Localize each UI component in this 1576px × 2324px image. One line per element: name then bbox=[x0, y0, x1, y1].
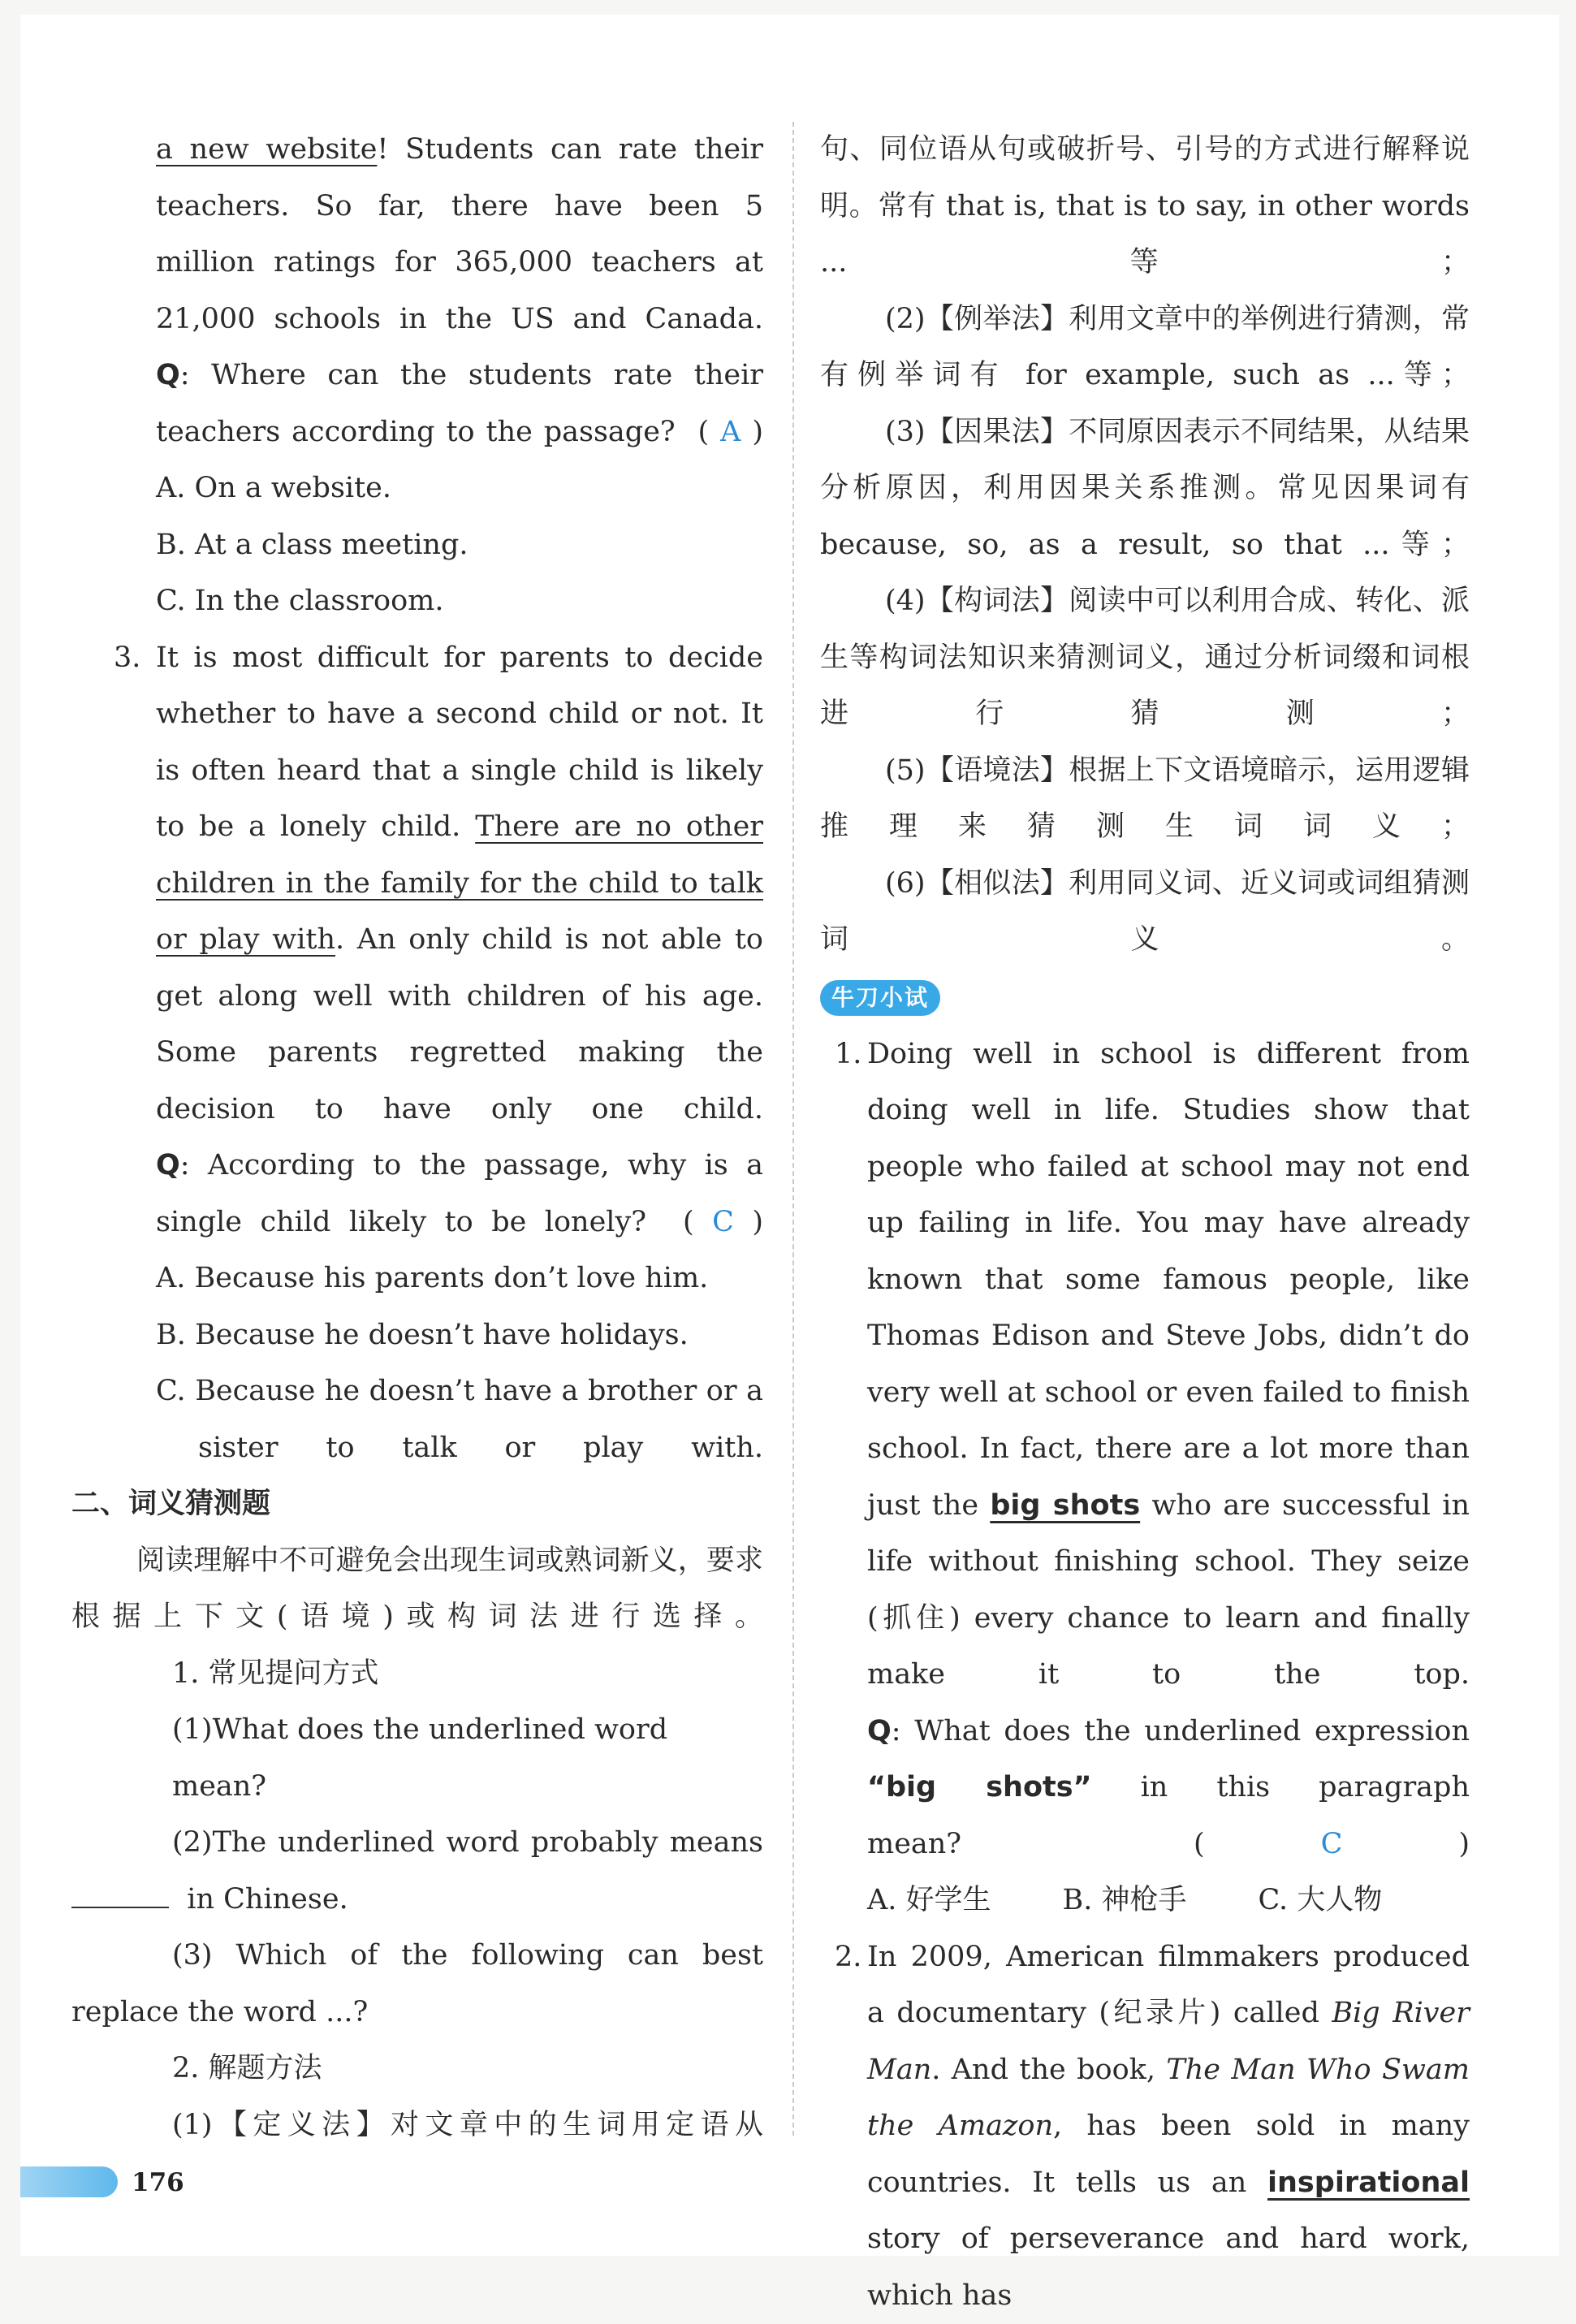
question-form-2-cont bbox=[71, 1872, 763, 1929]
question-form-3-cont: replace the word ...? bbox=[71, 1985, 763, 2041]
question-term: “big shots” bbox=[867, 1771, 1092, 1803]
question-form-2-tail: in Chinese. bbox=[187, 1883, 348, 1916]
page-number-tab bbox=[20, 2166, 118, 2197]
section-intro: 阅读理解中不可避免会出现生词或熟词新义，要求根据上下文(语境)或构词法进行选择。 bbox=[71, 1533, 763, 1646]
exercise-1 bbox=[820, 1026, 1470, 1704]
method-1-cont: 句、同位语从句或破折号、引号的方式进行解释说明。常有 that is, that is to say, in other words ...等； bbox=[820, 122, 1470, 292]
item-number: 3. bbox=[114, 630, 156, 687]
bracket-open: ( bbox=[698, 416, 710, 448]
exercise-1-options bbox=[820, 1873, 1470, 1929]
bracket-close: ) bbox=[752, 416, 763, 448]
passage-text: , has been sold in many countries. It tells us an bbox=[867, 2110, 1470, 2199]
answer-3: C bbox=[712, 1206, 734, 1238]
answer-2: A bbox=[720, 416, 741, 448]
passage-text: who are successful in life without finishing school. They seize (抓住) every chance to learn and finally make it to the top. bbox=[867, 1489, 1470, 1691]
option-a: A. 好学生 bbox=[867, 1884, 991, 1916]
passage-text: Doing well in school is different from doing well in life. Studies show that people who failed at school may not end up failing in life. You may have already known that some famous people, like Thomas Edison and Steve Jobs, didn’t do very well at school or even failed to finish school. In fact, there are a lot more than just the bbox=[867, 1038, 1470, 1522]
option-b: B. Because he doesn’t have holidays. bbox=[114, 1307, 763, 1364]
answer-blank bbox=[71, 1882, 169, 1908]
option-b: B. 神枪手 bbox=[1063, 1884, 1187, 1916]
answer-e1: C bbox=[1321, 1828, 1343, 1860]
book-title: The Man Who Swam the Amazon bbox=[867, 2054, 1470, 2143]
method-6: (6)【相似法】利用同义词、近义词或词组猜测词义。 bbox=[820, 856, 1470, 969]
page-number: 176 bbox=[132, 2168, 184, 2197]
subheading-methods: 2. 解题方法 bbox=[130, 2041, 763, 2097]
passage-2-tail bbox=[114, 122, 763, 348]
question-text: : According to the passage, why is a single child likely to be lonely? bbox=[156, 1149, 763, 1238]
question-label: Q bbox=[156, 359, 180, 391]
method-4: (4)【构词法】阅读中可以利用合成、转化、派生等构词法知识来猜测词义，通过分析词缀和词根进行猜测； bbox=[820, 573, 1470, 743]
film-title: Big River Man bbox=[867, 1997, 1470, 2086]
practice-badge-row bbox=[820, 969, 1470, 1026]
question-text: : Where can the students rate their teachers according to the passage? bbox=[156, 359, 763, 448]
left-column bbox=[114, 122, 763, 2153]
option-c: C. 大人物 bbox=[1259, 1884, 1383, 1916]
question-2 bbox=[114, 348, 763, 460]
method-5: (5)【语境法】根据上下文语境暗示，运用逻辑推理来猜测生词词义； bbox=[820, 743, 1470, 856]
bracket-open: ( bbox=[1194, 1828, 1205, 1860]
column-divider bbox=[792, 122, 794, 2136]
question-label: Q bbox=[156, 1149, 180, 1181]
method-2: (2)【例举法】利用文章中的举例进行猜测，常有例举词有 for example, such as ...等； bbox=[820, 292, 1470, 404]
right-column bbox=[820, 122, 1470, 2324]
method-1-start: (1)【定义法】对文章中的生词用定语从 bbox=[130, 2097, 763, 2154]
section-heading: 二、词义猜测题 bbox=[71, 1476, 763, 1533]
underlined-term: big shots bbox=[990, 1489, 1140, 1522]
passage-text: story of perseverance and hard work, which has bbox=[867, 2222, 1470, 2312]
method-3: (3)【因果法】不同原因表示不同结果，从结果分析原因，利用因果关系推测。常见因果词有 because, so, as a result, so that ...等； bbox=[820, 404, 1470, 574]
question-text: : What does the underlined expression bbox=[892, 1715, 1470, 1747]
option-a: A. Because his parents don’t love him. bbox=[114, 1251, 763, 1307]
subheading-question-forms: 1. 常见提问方式 bbox=[130, 1646, 763, 1703]
question-label: Q bbox=[867, 1715, 892, 1747]
question-form-3: (3) Which of the following can best bbox=[130, 1928, 763, 1985]
underlined-sentence: There are no other children in the family for the child to talk or play with bbox=[156, 810, 763, 956]
question-form-1: (1)What does the underlined word mean? bbox=[130, 1702, 763, 1815]
question-3 bbox=[114, 1138, 763, 1251]
exercise-1-question bbox=[820, 1704, 1470, 1873]
practice-badge: 牛刀小试 bbox=[820, 980, 940, 1016]
exercise-2 bbox=[820, 1929, 1470, 2324]
passage-text: . And the book, bbox=[931, 2054, 1166, 2086]
passage-text: ! Students can rate their teachers. So far, there have been 5 million ratings for 365,000 teachers at 21,000 schools in the US and Canada. bbox=[156, 133, 763, 335]
passage-text: . An only child is not able to get along well with children of his age. Some parents regretted making the decision to have only one child. bbox=[156, 923, 763, 1125]
passage-text: It is most difficult for parents to decide whether to have a second child or not. It is often heard that a single child is likely to be a lonely child. bbox=[156, 641, 763, 844]
underlined-phrase: a new website bbox=[156, 133, 377, 166]
option-c: C. In the classroom. bbox=[114, 573, 763, 630]
option-b: B. At a class meeting. bbox=[114, 517, 763, 574]
bracket-close: ) bbox=[1458, 1828, 1470, 1860]
passage-3 bbox=[114, 630, 763, 1138]
bracket-open: ( bbox=[683, 1206, 694, 1238]
option-c: C. Because he doesn’t have a brother or a sister to talk or play with. bbox=[114, 1363, 763, 1476]
underlined-term: inspirational bbox=[1267, 2166, 1470, 2199]
item-number: 2. bbox=[835, 1929, 867, 1986]
passage-text: In 2009, American filmmakers produced a documentary (纪录片) called bbox=[867, 1941, 1470, 2030]
bracket-close: ) bbox=[752, 1206, 763, 1238]
option-a: A. On a website. bbox=[114, 460, 763, 517]
question-text: in this paragraph mean? bbox=[867, 1771, 1470, 1860]
item-number: 1. bbox=[835, 1026, 867, 1083]
question-form-2: (2)The underlined word probably means bbox=[130, 1815, 763, 1872]
